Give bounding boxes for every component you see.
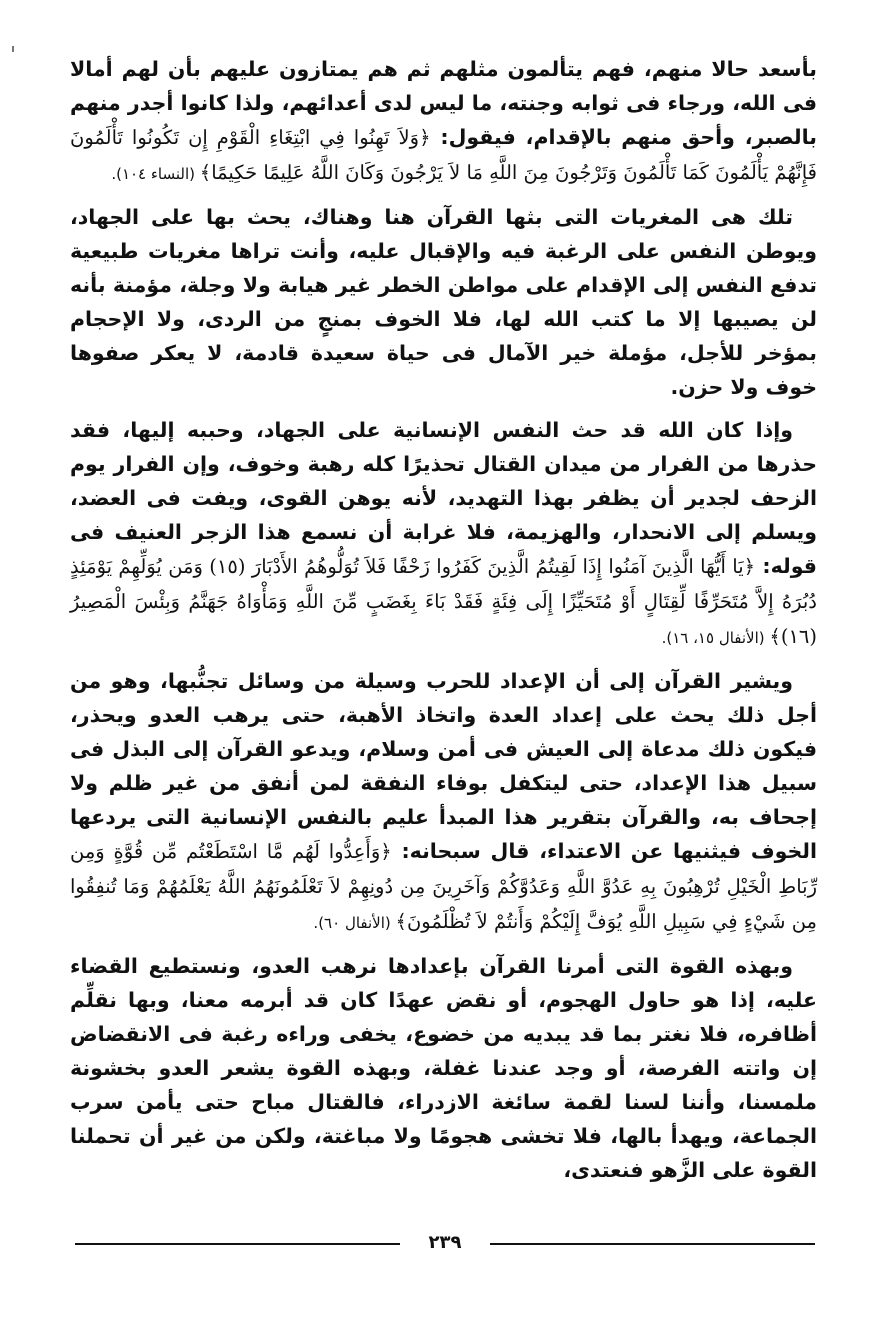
quran-verse: ﴿وَأَعِدُّوا لَهُم مَّا اسْتَطَعْتُم مِّن قُوَّةٍ وَمِن رِّبَاطِ الْخَيْلِ تُرْهِبُونَ بِهِ عَدُوَّ اللَّهِ وَعَدُوَّكُمْ وَآخَرِينَ مِن دُونِهِمْ لاَ تَعْلَمُونَهُمُ اللَّهُ يَعْلَمُهُمْ وَمَا تُنفِقُوا مِن شَيْءٍ فِي سَبِيلِ اللَّهِ يُوَفَّ إِلَيْكُمْ وَأَنتُمْ لاَ تُظْلَمُونَ﴾ (70, 840, 817, 933)
paragraph-text: تلك هى المغريات التى بثها القرآن هنا وهناك، يحث بها على الجهاد، ويوطن النفس على الرغبة فيه والإقبال عليه، وأنت تراها مغريات طبيعية تدفع النفس إلى الإقدام على مواطن الخطر غير هيابة ولا وجلة، مؤمنة بأنه لن يصيبها إلا ما كتب الله لها، فلا الخوف بمنجٍ من الردى، ولا الإحجام بمؤخر للأجل، مؤملة خير الآمال فى حياة سعيدة قادمة، لا يعكر صفوها خوف ولا حزن. (70, 205, 817, 399)
footer-rule-right (490, 1243, 815, 1245)
footer-rule-left (75, 1243, 400, 1245)
verse-reference: (الأنفال ٦٠). (313, 914, 396, 932)
scan-edge-mark (12, 46, 14, 52)
quran-verse: ﴿يَا أَيُّهَا الَّذِينَ آمَنُوا إِذَا لَقِيتُمُ الَّذِينَ كَفَرُوا زَحْفًا فَلاَ تُوَلُّوهُمُ الأَدْبَارَ (١٥) وَمَن يُوَلِّهِمْ يَوْمَئِذٍ دُبُرَهُ إِلاَّ مُتَحَرِّفًا لِّقِتَالٍ أَوْ مُتَحَيِّزًا إِلَى فِئَةٍ فَقَدْ بَاءَ بِغَضَبٍ مِّنَ اللَّهِ وَمَأْوَاهُ جَهَنَّمُ وَبِئْسَ الْمَصِيرُ (١٦)﴾ (70, 555, 817, 648)
paragraph-text: ويشير القرآن إلى أن الإعداد للحرب وسيلة من وسائل تجنُّبها، وهو من أجل ذلك يحث على إعداد العدة واتخاذ الأهبة، حتى يرهب العدو ويحذر، فيكون ذلك مدعاة إلى العيش فى أمن وسلام، ويدعو القرآن إلى البذل فى سبيل هذا الإعداد، حتى ليتكفل بوفاء النفقة لمن أنفق من غير ظلم ولا إجحاف به، والقرآن بتقرير هذا المبدأ عليم بالنفس الإنسانية التى يردعها الخوف فيثنيها عن الاعتداء، قال سبحانه: (70, 669, 817, 863)
page-body (70, 52, 817, 1196)
paragraph (70, 664, 817, 940)
page-footer (75, 1232, 815, 1256)
paragraph-text: وإذا كان الله قد حث النفس الإنسانية على الجهاد، وحببه إليها، فقد حذرها من الفرار من ميدان القتال تحذيرًا كله رهبة وخوف، وإن الفرار يوم الزحف لجدير أن يظفر بهذا التهديد، لأنه يوهن القوى، ويفت فى العضد، ويسلم إلى الانحدار، والهزيمة، فلا غرابة أن نسمع هذا الزجر العنيف فى قوله: (70, 418, 817, 578)
verse-reference: (النساء ١٠٤). (111, 165, 200, 183)
page-number: ٢٣٩ (428, 1232, 462, 1253)
paragraph (70, 200, 817, 404)
paragraph (70, 949, 817, 1187)
verse-reference: (الأنفال ١٥، ١٦). (661, 629, 770, 647)
paragraph (70, 413, 817, 655)
quran-verse: ﴿وَلاَ تَهِنُوا فِي ابْتِغَاءِ الْقَوْمِ إِن تَكُونُوا تَأْلَمُونَ فَإِنَّهُمْ يَأْلَمُونَ كَمَا تَأْلَمُونَ وَتَرْجُونَ مِنَ اللَّهِ مَا لاَ يَرْجُونَ وَكَانَ اللَّهُ عَلِيمًا حَكِيمًا﴾ (70, 126, 817, 184)
paragraph-text: وبهذه القوة التى أمرنا القرآن بإعدادها نرهب العدو، ونستطيع القضاء عليه، إذا هو حاول الهجوم، أو نقض عهدًا كان قد أبرمه معنا، وبها نقلِّم أظافره، فلا نغتر بما قد يبديه من خضوع، يخفى وراءه رغبة فى الانقضاض إن واتته الفرصة، أو وجد عندنا غفلة، وبهذه القوة يشعر العدو بخشونة ملمسنا، وأننا لسنا لقمة سائغة الازدراء، فالقتال مباح حتى يأمن سرب الجماعة، ويهدأ بالها، فلا تخشى هجومًا ولا مباغتة، ولكن من غير أن تحملنا القوة على الزَّهو فنعتدى، (70, 954, 817, 1182)
paragraph (70, 52, 817, 191)
paragraph-text: بأسعد حالا منهم، فهم يتألمون مثلهم ثم هم يمتازون عليهم بأن لهم أمالا فى الله، ورجاء فى ثوابه وجنته، ما ليس لدى أعدائهم، ولذا كانوا أجدر منهم بالصبر، وأحق منهم بالإقدام، فيقول: (70, 57, 817, 149)
